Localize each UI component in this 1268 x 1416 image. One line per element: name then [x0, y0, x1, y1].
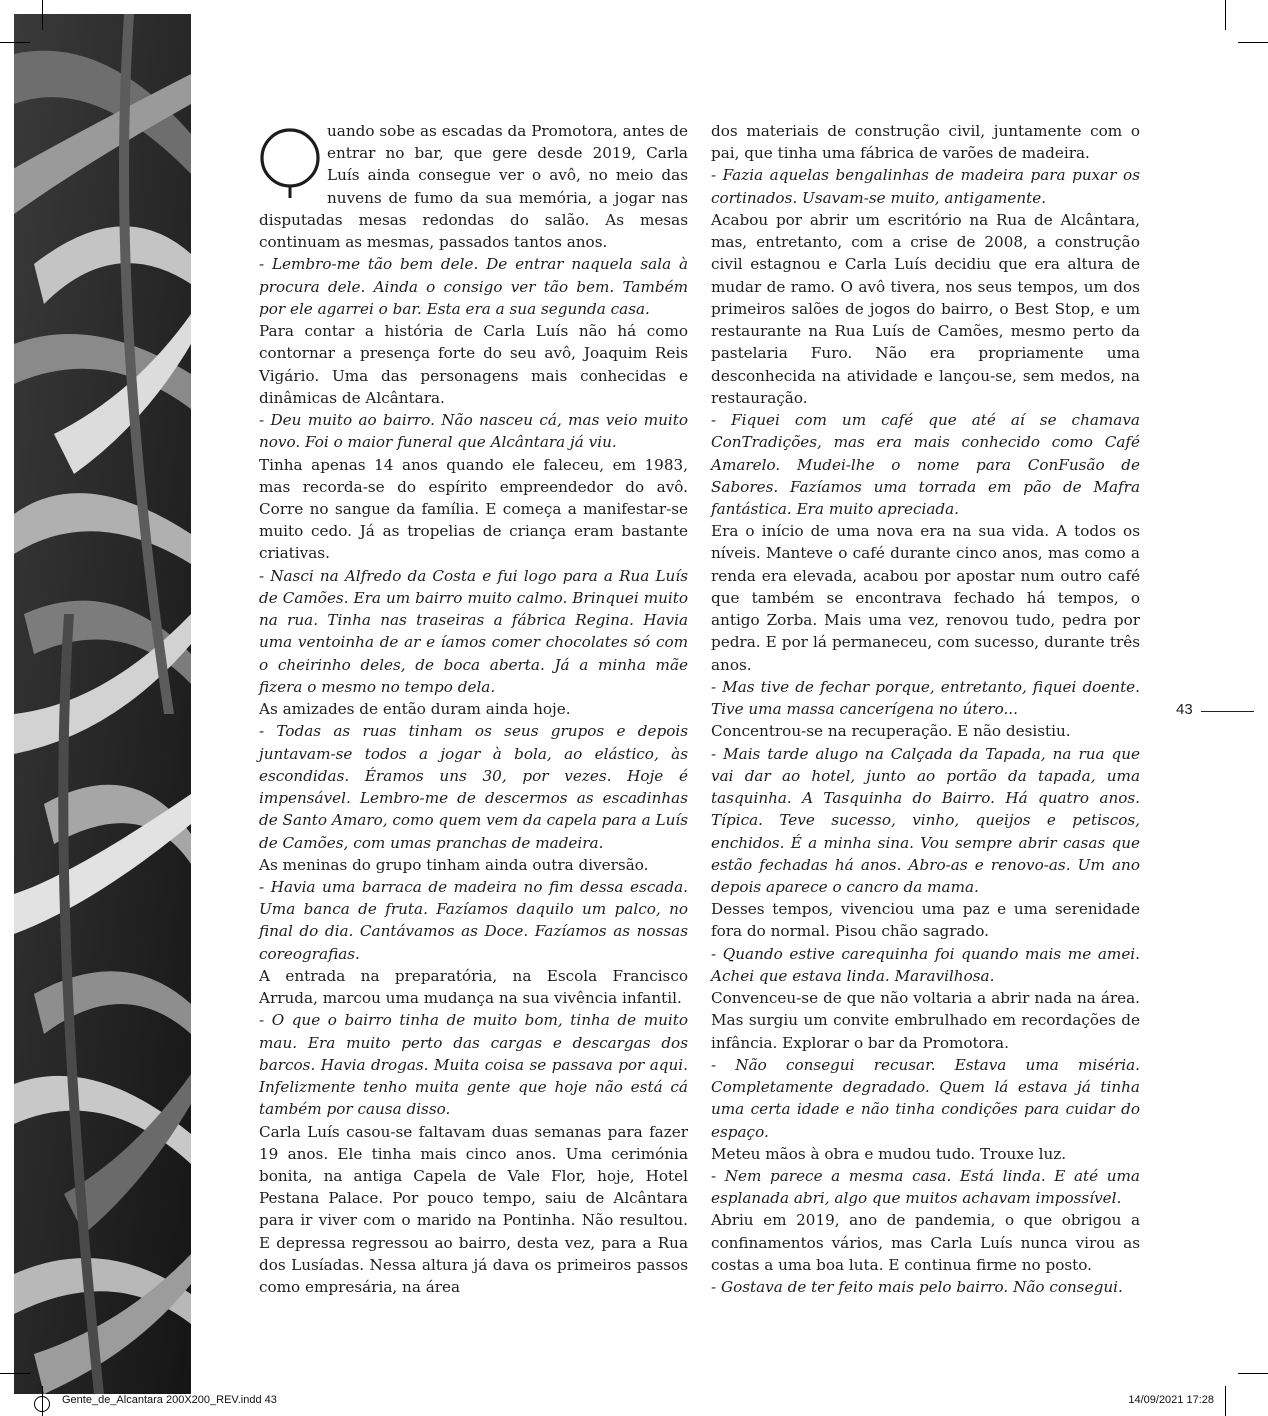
- crop-mark: [1225, 0, 1226, 30]
- body-paragraph: Abriu em 2019, ano de pandemia, o que obrigou a confinamentos vários, mas Carla Luís nunca virou as costas a uma boa luta. E continua firme no posto.: [711, 1211, 1140, 1274]
- slug-filename: Gente_de_Alcantara 200X200_REV.indd 43: [62, 1394, 277, 1406]
- body-paragraph: As amizades de então duram ainda hoje.: [259, 700, 571, 719]
- quote-paragraph: - Mas tive de fechar porque, entretanto, fiquei doente. Tive uma massa cancerígena no útero...: [711, 677, 1140, 719]
- dropcap-q: [259, 127, 321, 189]
- quote-paragraph: - Fazia aquelas bengalinhas de madeira para puxar os cortinados. Usavam-se muito, antigamente.: [711, 166, 1140, 207]
- crop-mark: [0, 42, 30, 43]
- body-paragraph: dos materiais de construção civil, juntamente com o pai, que tinha uma fábrica de varões de madeira.: [711, 122, 1140, 163]
- grass-leaves-image: [14, 14, 191, 1394]
- body-paragraph: Carla Luís casou-se faltavam duas semanas para fazer 19 anos. Ele tinha mais cinco anos. Uma cerimónia bonita, na antiga Capela de Vale Flor, hoje, Hotel Pestana Palace. Por pouco tempo, saiu de Alcântara para ir viver com o marido na Pontinha. Não resultou. E depressa regressou ao bairro, desta vez, para a Rua dos Lusíadas. Nessa altura já dava os primeiros passos como empresária, na área: [259, 1122, 688, 1297]
- article-column-left: [259, 120, 688, 1298]
- slug-timestamp: 14/09/2021 17:28: [1128, 1394, 1214, 1406]
- quote-paragraph: - Nem parece a mesma casa. Está linda. E até uma esplanada abri, algo que muitos achavam impossível.: [711, 1167, 1140, 1208]
- page-number: 43: [1176, 701, 1193, 718]
- quote-paragraph: - Todas as ruas tinham os seus grupos e depois juntavam-se todos a jogar à bola, ao elástico, às escondidas. Éramos uns 30, por vezes. Hoje é impensável. Lembro-me de descermos as escadinhas de Santo Amaro, como quem vem da capela para a Luís de Camões, com umas pranchas de madeira.: [259, 722, 688, 852]
- body-paragraph: Era o início de uma nova era na sua vida. A todos os níveis. Manteve o café durante cinco anos, mas como a renda era elevada, acabou por apostar num outro café que também se encontrava fechado há tempos, o antigo Zorba. Mais uma vez, renovou tudo, pedra por pedra. E por lá permaneceu, com sucesso, durante três anos.: [711, 522, 1140, 674]
- crop-mark: [0, 1373, 30, 1374]
- page-number-rule: [1201, 711, 1254, 712]
- article-column-right: [711, 120, 1140, 1298]
- quote-paragraph: - Não consegui recusar. Estava uma miséria. Completamente degradado. Quem lá estava já tinha uma certa idade e não tinha condições para cuidar do espaço.: [711, 1055, 1140, 1141]
- registration-mark-icon: [34, 1396, 50, 1412]
- quote-paragraph: - Fiquei com um café que até aí se chamava ConTradições, mas era mais conhecido como Café Amarelo. Mudei-lhe o nome para ConFusão de Sabores. Fazíamos uma torrada em pão de Mafra fantástica. Era muito apreciada.: [711, 411, 1140, 518]
- crop-mark: [1238, 42, 1268, 43]
- body-paragraph: Tinha apenas 14 anos quando ele faleceu, em 1983, mas recorda-se do espírito empreendedor do avô. Corre no sangue da família. E começa a manifestar-se muito cedo. Já as tropelias de criança eram bastante criativas.: [259, 455, 688, 563]
- body-paragraph: As meninas do grupo tinham ainda outra diversão.: [259, 855, 649, 874]
- body-paragraph: Meteu mãos à obra e mudou tudo. Trouxe luz.: [711, 1144, 1067, 1163]
- body-paragraph: Concentrou-se na recuperação. E não desistiu.: [711, 722, 1071, 741]
- quote-paragraph: - Gostava de ter feito mais pelo bairro. Não consegui.: [711, 1278, 1123, 1297]
- quote-paragraph: - O que o bairro tinha de muito bom, tinha de muito mau. Era muito perto das cargas e descargas dos barcos. Havia drogas. Muita coisa se passava por aqui. Infelizmente tenho muita gente que hoje não está cá também por causa disso.: [259, 1011, 688, 1119]
- lead-paragraph: uando sobe as escadas da Promotora, antes de entrar no bar, que gere desde 2019, Carla Luís ainda consegue ver o avô, no meio das nuvens de fumo da sua memória, a jogar nas disputadas mesas redondas do salão. As mesas continuam as mesmas, passados tantos anos.: [259, 122, 688, 252]
- body-paragraph: A entrada na preparatória, na Escola Francisco Arruda, marcou uma mudança na sua vivência infantil.: [259, 966, 688, 1008]
- left-paragraphs: [259, 120, 688, 1298]
- quote-paragraph: - Lembro-me tão bem dele. De entrar naquela sala à procura dele. Ainda o consigo ver tão bem. Também por ele agarrei o bar. Esta era a sua segunda casa.: [259, 255, 688, 318]
- quote-paragraph: - Deu muito ao bairro. Não nasceu cá, mas veio muito novo. Foi o maior funeral que Alcântara já viu.: [259, 411, 688, 452]
- body-paragraph: Para contar a história de Carla Luís não há como contornar a presença forte do seu avô, Joaquim Reis Vigário. Uma das personagens mais conhecidas e dinâmicas de Alcântara.: [259, 322, 688, 407]
- quote-paragraph: - Mais tarde alugo na Calçada da Tapada, na rua que vai dar ao hotel, junto ao portão da tapada, uma tasquinha. A Tasquinha do Bairro. Há quatro anos. Típica. Teve sucesso, vinho, queijos e petiscos, enchidos. É a minha sina. Vou sempre abrir casas que estão fechadas há anos. Abro-as e renovo-as. Um ano depois aparece o cancro da mama.: [711, 744, 1140, 896]
- dropcap-glyph: [259, 127, 321, 199]
- crop-mark: [1225, 1386, 1226, 1416]
- body-paragraph: Convenceu-se de que não voltaria a abrir nada na área. Mas surgiu um convite embrulhado em recordações de infância. Explorar o bar da Promotora.: [711, 989, 1140, 1052]
- crop-mark: [42, 0, 43, 30]
- quote-paragraph: - Quando estive carequinha foi quando mais me amei. Achei que estava linda. Maravilhosa.: [711, 944, 1140, 985]
- body-paragraph: Desses tempos, vivenciou uma paz e uma serenidade fora do normal. Pisou chão sagrado.: [711, 900, 1140, 941]
- right-paragraphs: [711, 120, 1140, 1298]
- quote-paragraph: - Nasci na Alfredo da Costa e fui logo para a Rua Luís de Camões. Era um bairro muito calmo. Brinquei muito na rua. Tinha nas traseiras a fábrica Regina. Havia uma ventoinha de ar e íamos comer chocolates só com o cheirinho deles, de boca aberta. Já a minha mãe fizera o mesmo no tempo dela.: [259, 566, 688, 696]
- crop-mark: [1238, 1373, 1268, 1374]
- body-paragraph: Acabou por abrir um escritório na Rua de Alcântara, mas, entretanto, com a crise de 2008, a construção civil estagnou e Carla Luís decidiu que era altura de mudar de ramo. O avô tivera, nos seus tempos, um dos primeiros salões de jogos do bairro, o Best Stop, e um restaurante na Rua Luís de Camões, mesmo perto da pastelaria Furo. Não era propriamente uma desconhecida na atividade e lançou-se, sem medos, na restauração.: [711, 210, 1140, 407]
- grass-photo: [14, 14, 191, 1394]
- quote-paragraph: - Havia uma barraca de madeira no fim dessa escada. Uma banca de fruta. Fazíamos daquilo um palco, no final do dia. Cantávamos as Doce. Fazíamos as nossas coreografias.: [259, 877, 688, 963]
